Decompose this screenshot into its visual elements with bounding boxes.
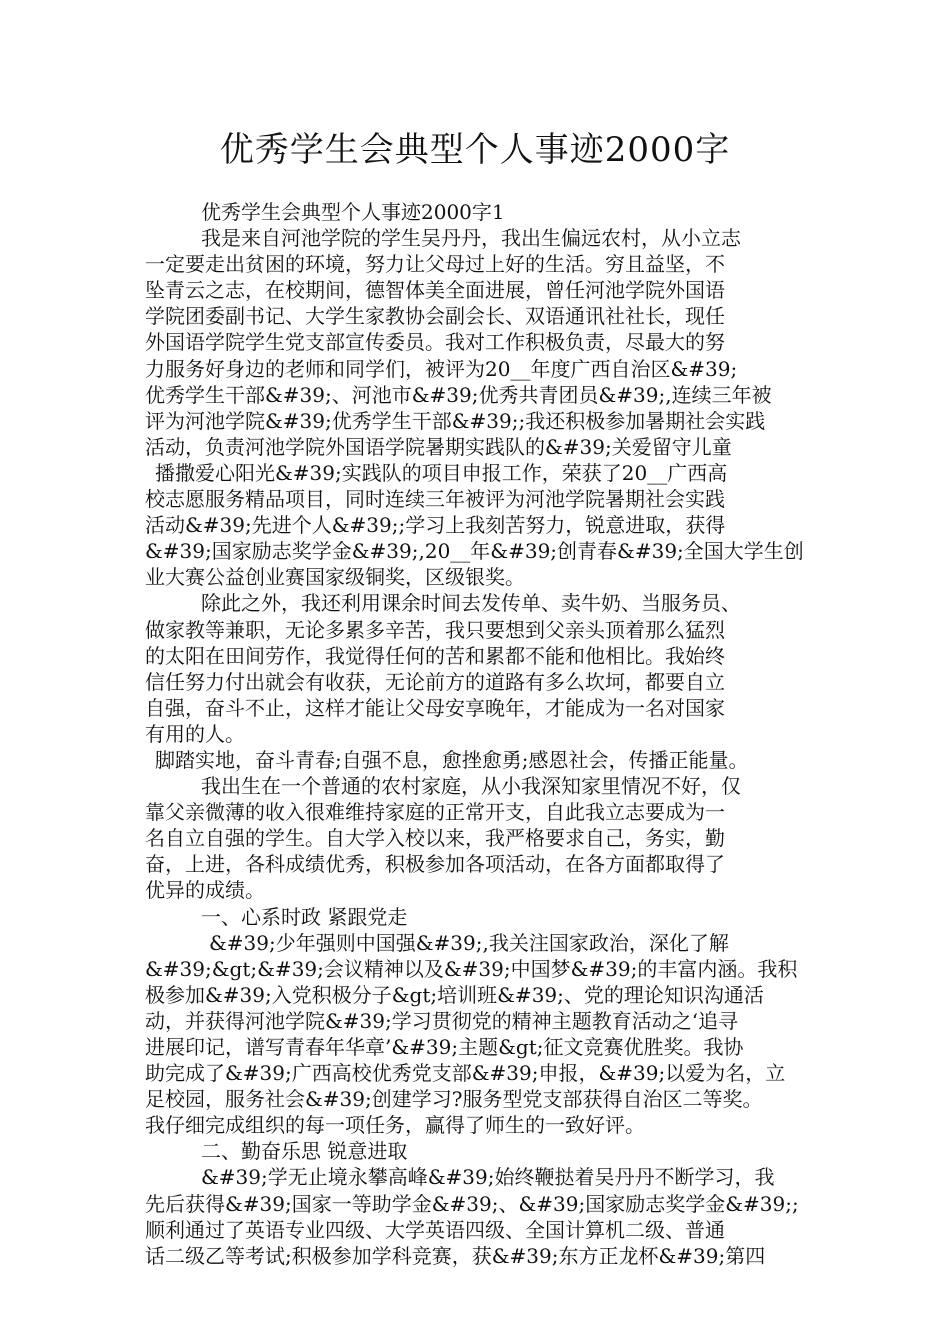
- text-line: 顺利通过了英语专业四级、大学英语四级、全国计算机二级、普通: [145, 1217, 725, 1242]
- text-line: 自强，奋斗不止，这样才能让父母安享晚年，才能成为一名对国家: [145, 695, 725, 720]
- text-line: 我出生在一个普通的农村家庭，从小我深知家里情况不好，仅: [201, 774, 741, 799]
- text-line: 极参加&#39;入党积极分子&gt;培训班&#39;、党的理论知识沟通活: [145, 982, 764, 1007]
- document-body: [145, 199, 810, 1269]
- section-heading: 一、心系时政 紧跟党走: [201, 904, 408, 929]
- text-line: 外国语学院学生党支部宣传委员。我对工作积极负责，尽最大的努: [145, 330, 725, 355]
- section-heading: 二、勤奋乐思 锐意进取: [201, 1139, 408, 1164]
- text-line: 助完成了&#39;广西高校优秀党支部&#39;申报，&#39;以爱为名，立: [145, 1061, 786, 1086]
- text-line: 坠青云之志，在校期间，德智体美全面进展，曾任河池学院外国语: [145, 278, 725, 303]
- text-line: 除此之外，我还利用课余时间去发传单、卖牛奶、当服务员、: [201, 591, 741, 616]
- text-line: 优秀学生干部&#39;、河池市&#39;优秀共青团员&#39;,连续三年被: [145, 382, 772, 407]
- text-line: 的太阳在田间劳作，我觉得任何的苦和累都不能和他相比。我始终: [145, 643, 725, 668]
- text-line: &#39;学无止境永攀高峰&#39;始终鞭挞着吴丹丹不断学习，我: [201, 1165, 775, 1190]
- text-line: 奋，上进，各科成绩优秀，积极参加各项活动，在各方面都取得了: [145, 852, 725, 877]
- text-line: 一定要走出贫困的环境，努力让父母过上好的生活。穷且益坚，不: [145, 252, 725, 277]
- text-line: 话二级乙等考试;积极参加学科竞赛，获&#39;东方正龙杯&#39;第四: [145, 1243, 766, 1268]
- text-line: 动，并获得河池学院&#39;学习贯彻党的精神主题教育活动之‘追寻: [145, 1008, 739, 1033]
- text-line: 优秀学生会典型个人事迹2000字1: [201, 200, 505, 224]
- text-line: &#39;国家励志奖学金&#39;,20__年&#39;创青春&#39;全国大学生创: [145, 539, 804, 564]
- text-line: 业大赛公益创业赛国家级铜奖，区级银奖。: [145, 565, 525, 590]
- text-line: 我仔细完成组织的每一项任务，赢得了师生的一致好评。: [145, 1113, 645, 1138]
- text-line: 我是来自河池学院的学生吴丹丹，我出生偏远农村，从小立志: [201, 226, 741, 251]
- text-line: &#39;少年强则中国强&#39;,我关注国家政治，深化了解: [209, 930, 729, 955]
- text-line: 活动&#39;先进个人&#39;;学习上我刻苦努力，锐意进取，获得: [145, 513, 726, 538]
- text-line: 校志愿服务精品项目，同时连续三年被评为河池学院暑期社会实践: [145, 487, 725, 512]
- text-line: 活动，负责河池学院外国语学院暑期实践队的&#39;关爱留守儿童: [145, 434, 732, 459]
- text-line: 评为河池学院&#39;优秀学生干部&#39;;我还积极参加暑期社会实践: [145, 408, 766, 433]
- text-line: 足校园，服务社会&#39;创建学习?服务型党支部获得自治区二等奖。: [145, 1087, 763, 1112]
- text-line: 做家教等兼职，无论多累多辛苦，我只要想到父亲头顶着那么猛烈: [145, 617, 725, 642]
- text-line: 力服务好身边的老师和同学们，被评为20__年度广西自治区&#39;: [145, 356, 738, 381]
- text-line: 优异的成绩。: [145, 878, 265, 903]
- document-title: 优秀学生会典型个人事迹2000字: [219, 130, 731, 170]
- text-line: 播撒爱心阳光&#39;实践队的项目申报工作，荣获了20__广西高: [155, 460, 728, 485]
- text-line: &#39;&gt;&#39;会议精神以及&#39;中国梦&#39;的丰富内涵。我积: [145, 956, 798, 981]
- text-line: 信任努力付出就会有收获，无论前方的道路有多么坎坷，都要自立: [145, 669, 725, 694]
- text-line: 名自立自强的学生。自大学入校以来，我严格要求自己，务实，勤: [145, 826, 725, 851]
- text-line: 靠父亲微薄的收入很难维持家庭的正常开支，自此我立志要成为一: [145, 800, 725, 825]
- text-line: 先后获得&#39;国家一等助学金&#39;、&#39;国家励志奖学金&#39;;: [145, 1191, 799, 1216]
- text-line: 进展印记，谱写青春年华章’&#39;主题&gt;征文竞赛优胜奖。我协: [145, 1035, 744, 1059]
- text-line: 有用的人。: [145, 721, 245, 746]
- text-line: 学院团委副书记、大学生家教协会副会长、双语通讯社社长，现任: [145, 304, 725, 329]
- text-line: 脚踏实地，奋斗青春;自强不息，愈挫愈勇;感恩社会，传播正能量。: [155, 747, 749, 772]
